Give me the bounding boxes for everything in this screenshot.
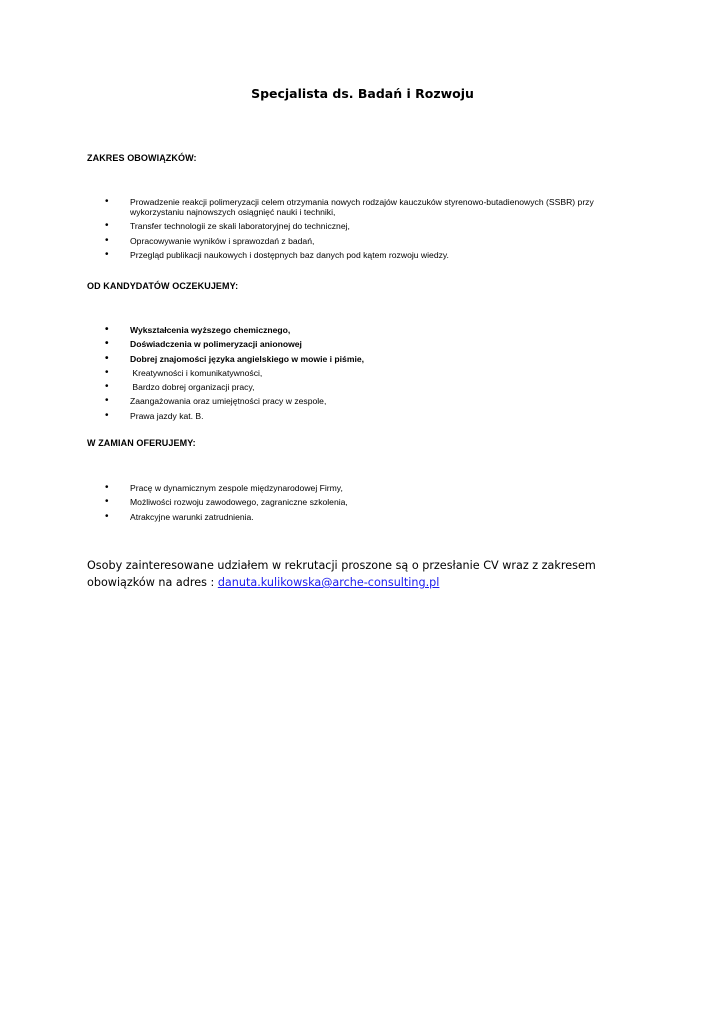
list-item: • Atrakcyjne warunki zatrudnienia. [105,510,254,522]
bullet-icon: • [105,510,109,522]
offer-list [87,483,647,526]
bullet-icon: • [105,366,109,378]
duties-list [87,197,647,264]
email-link[interactable]: danuta.kulikowska@arche-consulting.pl [217,576,440,589]
application-note [87,557,647,591]
list-item: • Opracowywanie wyników i sprawozdań z badań, [105,234,315,246]
bullet-icon: • [105,234,109,246]
bullet-icon: • [105,352,109,364]
list-item: • Prawa jazdy kat. B. [105,409,204,421]
expectations-heading: OD KANDYDATÓW OCZEKUJEMY: [87,281,239,291]
list-item: • Transfer technologii ze skali laboratoryjnej do technicznej, [105,220,350,232]
bullet-icon: • [105,196,109,207]
list-item: • Bardzo dobrej organizacji pracy, [105,381,255,393]
list-item: • Możliwości rozwoju zawodowego, zagraniczne szkolenia, [105,496,348,508]
bullet-icon: • [105,220,109,232]
duties-heading: ZAKRES OBOWIĄZKÓW: [87,153,197,163]
bullet-icon: • [105,409,109,421]
list-item: • Doświadczenia w polimeryzacji anionowej [105,338,302,350]
bullet-icon: • [105,482,109,493]
list-item: • Przegląd publikacji naukowych i dostępnych baz danych pod kątem rozwoju wiedzy. [105,248,449,260]
offer-heading: W ZAMIAN OFERUJEMY: [87,438,196,448]
list-item: • Kreatywności i komunikatywności, [105,366,263,378]
expectations-list [87,325,647,425]
bullet-icon: • [105,248,109,260]
application-text: Osoby zainteresowane udziałem w rekrutacji proszone są o przesłanie CV wraz z zakresem obowiązków na adres : [87,559,596,589]
list-item: • Dobrej znajomości języka angielskiego w mowie i piśmie, [105,352,365,364]
list-item: • Pracę w dynamicznym zespole międzynarodowej Firmy, [105,482,343,493]
bullet-icon: • [105,496,109,508]
bullet-icon: • [105,381,109,393]
page-title: Specjalista ds. Badań i Rozwoju [251,86,474,101]
bullet-icon: • [105,324,109,335]
list-item: • Wykształcenia wyższego chemicznego, [105,324,291,335]
list-item: • Prowadzenie reakcji polimeryzacji celem otrzymania nowych rodzajów kauczuków styrenowo-butadienowych (SSBR) przy wykorzystaniu najnowszych osiągnięć nauki i techniki, [105,196,594,217]
bullet-icon: • [105,338,109,350]
bullet-icon: • [105,395,109,407]
list-item: • Zaangażowania oraz umiejętności pracy w zespole, [105,395,327,407]
